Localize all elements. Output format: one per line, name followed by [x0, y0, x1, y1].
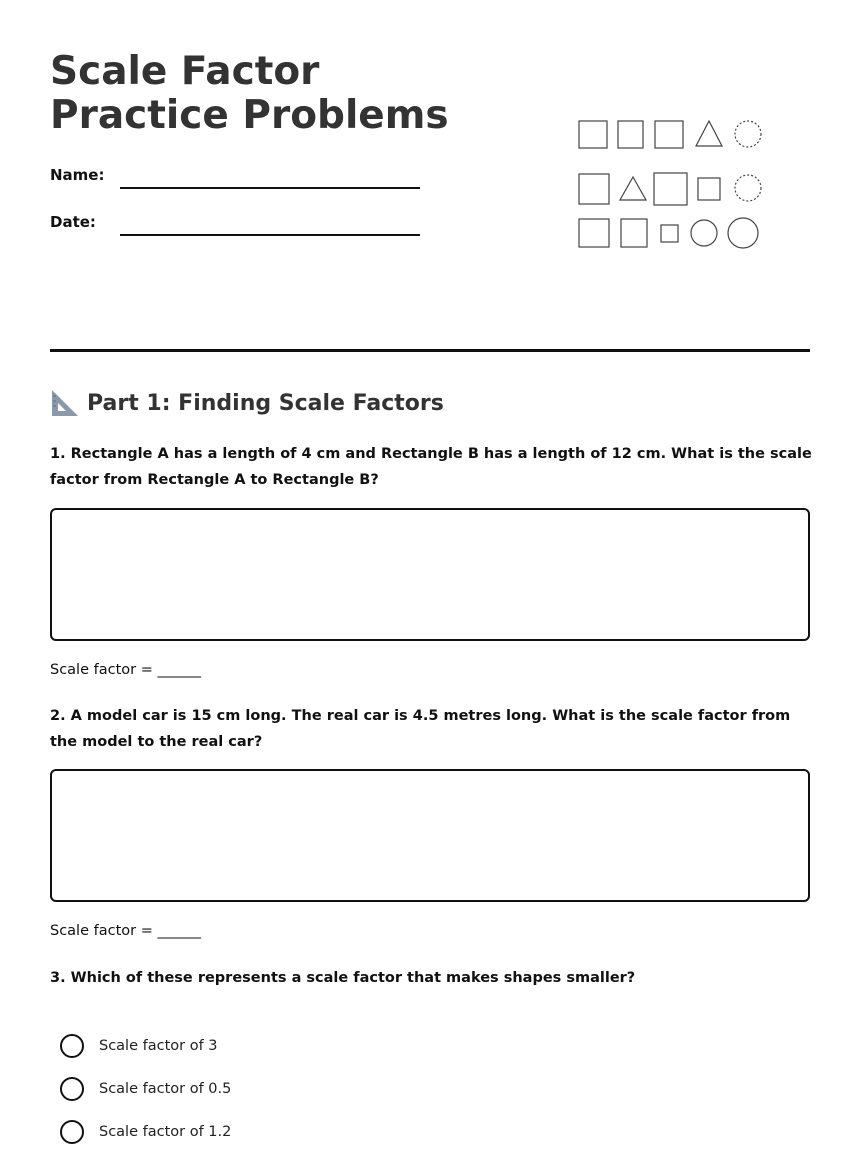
question-3-text: 3. Which of these represents a scale factor that makes shapes smaller?: [50, 970, 636, 986]
square-shape: [621, 219, 647, 247]
radio-button[interactable]: [60, 1120, 84, 1144]
square-shape: [655, 121, 683, 148]
square-shape: [698, 178, 720, 200]
set-square-icon: [50, 388, 80, 418]
answer-box-1[interactable]: [50, 508, 810, 641]
section-title: Part 1: Finding Scale Factors: [87, 391, 444, 416]
name-field[interactable]: [120, 187, 420, 189]
circle-shape: [728, 218, 758, 248]
square-shape: [654, 173, 687, 205]
square-shape: [579, 121, 607, 148]
option-radio-1[interactable]: [60, 1033, 218, 1059]
triangle-shape: [620, 177, 646, 200]
square-shape: [579, 219, 609, 247]
question-1-text: 1. Rectangle A has a length of 4 cm and Rectangle B has a length of 12 cm. What is the scale factor from Rectangle A to Rectangle B?: [50, 446, 812, 488]
circle-shape: [691, 220, 717, 246]
scale-factor-answer-1: Scale factor = ______: [50, 662, 201, 678]
header-divider: [50, 349, 810, 352]
page-title: Scale Factor Practice Problems: [50, 49, 449, 138]
circle-shape: [735, 175, 761, 201]
triangle-shape: [696, 121, 722, 146]
radio-button[interactable]: [60, 1077, 84, 1101]
option-radio-2[interactable]: [60, 1076, 231, 1102]
question-2-text: 2. A model car is 15 cm long. The real car is 4.5 metres long. What is the scale factor from the model to the real car?: [50, 708, 791, 750]
option-label: Scale factor of 3: [99, 1038, 218, 1054]
square-shape: [618, 121, 643, 148]
square-shape: [661, 225, 678, 242]
date-field[interactable]: [120, 234, 420, 236]
shapes-illustration: [575, 113, 770, 253]
date-label: Date:: [50, 213, 96, 231]
option-label: Scale factor of 0.5: [99, 1081, 232, 1097]
name-label: Name:: [50, 166, 105, 184]
circle-shape: [735, 121, 761, 147]
square-shape: [579, 174, 609, 204]
scale-factor-answer-2: Scale factor = ______: [50, 923, 201, 939]
radio-button[interactable]: [60, 1034, 84, 1058]
option-radio-3[interactable]: [60, 1119, 231, 1145]
answer-box-2[interactable]: [50, 769, 810, 902]
option-label: Scale factor of 1.2: [99, 1124, 232, 1140]
